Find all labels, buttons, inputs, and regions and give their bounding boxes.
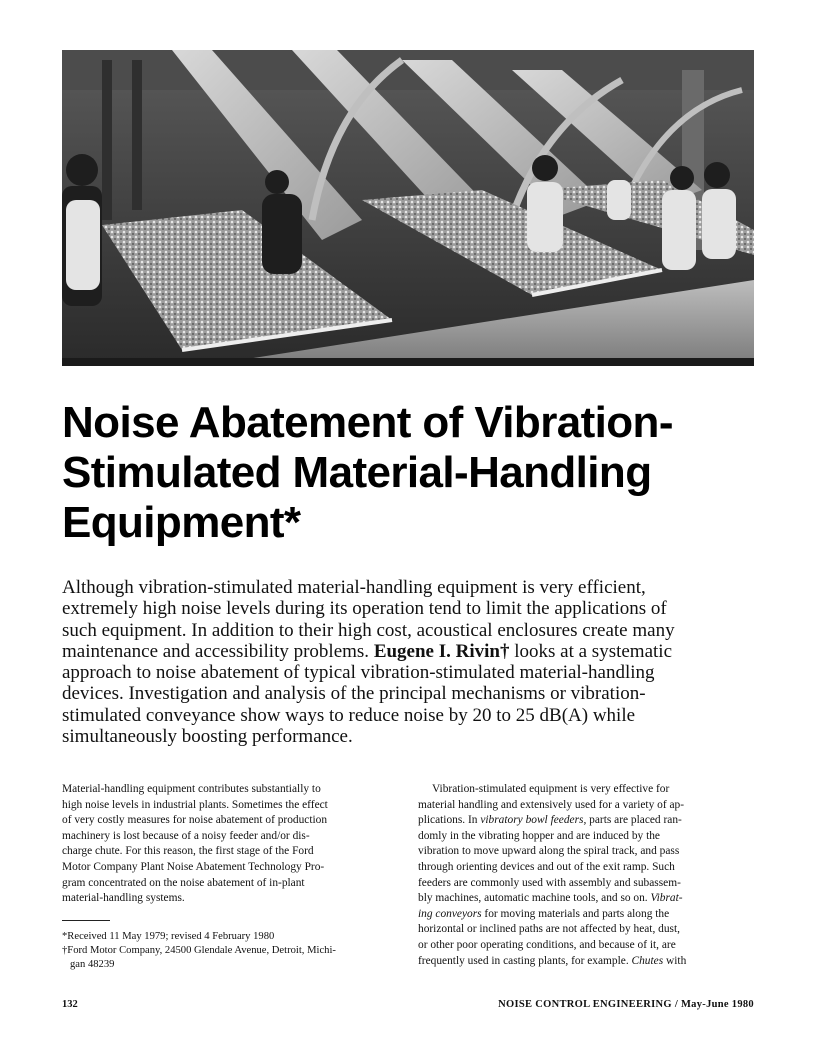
abstract-line: approach to noise abatement of typical vibration-stimulated material-handling xyxy=(62,662,655,684)
footnote-received: *Received 11 May 1979; revised 4 February 1980 xyxy=(62,931,275,942)
article-title xyxy=(62,398,762,548)
body-line: vibration to move upward along the spiral track, and pass xyxy=(418,845,680,858)
factory-photo-illustration xyxy=(62,50,754,366)
body-line xyxy=(418,954,755,970)
abstract-line xyxy=(62,641,762,662)
abstract-line: Although vibration-stimulated material-handling equipment is very efficient, xyxy=(62,577,646,598)
body-text: parts are placed ran- xyxy=(586,814,682,827)
right-column xyxy=(418,782,755,969)
body-line: gram concentrated on the noise abatement of in-plant xyxy=(62,876,305,889)
title-line-1: Noise Abatement of Vibration- xyxy=(62,398,673,447)
body-line: feeders are commonly used with assembly and subassem- xyxy=(418,876,681,889)
footnote-affiliation-cont: gan 48239 xyxy=(70,959,115,970)
abstract-line: extremely high noise levels during its operation tend to limit the applications of xyxy=(62,598,667,620)
body-line: machinery is lost because of a noisy feeder and/or dis- xyxy=(62,829,310,842)
left-column xyxy=(62,782,399,907)
body-line: through orienting devices and out of the exit ramp. Such xyxy=(418,860,675,873)
footnotes xyxy=(62,930,399,972)
body-emphasis: ing conveyors xyxy=(418,907,482,920)
abstract-text: maintenance and accessibility problems. xyxy=(62,640,374,662)
footnote-affiliation: †Ford Motor Company, 24500 Glendale Avenue, Detroit, Michi- xyxy=(62,945,336,956)
abstract-text: looks at a systematic xyxy=(509,640,673,662)
body-line: or other poor operating conditions, and because of it, are xyxy=(418,938,676,951)
body-emphasis: Vibrat- xyxy=(650,892,683,905)
abstract-line: simultaneously boosting performance. xyxy=(62,726,353,748)
footnote-divider xyxy=(62,920,110,921)
body-line: high noise levels in industrial plants. Sometimes the effect xyxy=(62,798,328,811)
body-line: of very costly measures for noise abatement of production xyxy=(62,814,328,827)
page-number: 132 xyxy=(62,999,78,1010)
body-line xyxy=(418,907,755,923)
abstract-line: such equipment. In addition to their high cost, acoustical enclosures create many xyxy=(62,619,675,641)
abstract-line: stimulated conveyance show ways to reduce noise by 20 to 25 dB(A) while xyxy=(62,704,636,726)
factory-photo xyxy=(62,50,754,366)
running-head: NOISE CONTROL ENGINEERING / May-June 1980 xyxy=(498,999,754,1010)
body-line: material-handling systems. xyxy=(62,892,185,905)
body-line: Material-handling equipment contributes substantially to xyxy=(62,783,321,795)
body-text: for moving materials and parts along the xyxy=(481,907,670,920)
body-line: horizontal or inclined paths are not affected by heat, dust, xyxy=(418,923,681,936)
abstract-line: devices. Investigation and analysis of the principal mechanisms or vibration- xyxy=(62,683,646,705)
body-text: plications. In xyxy=(418,814,481,827)
body-emphasis: vibratory bowl feeders, xyxy=(480,814,587,827)
body-text: with xyxy=(663,954,687,967)
body-line: Motor Company Plant Noise Abatement Technology Pro- xyxy=(62,860,325,873)
body-text: bly machines, automatic machine tools, and so on. xyxy=(418,892,651,905)
body-line xyxy=(418,891,755,907)
body-line: material handling and extensively used for a variety of ap- xyxy=(418,798,685,811)
title-line-3: Equipment* xyxy=(62,498,301,547)
title-line-2: Stimulated Material-Handling xyxy=(62,448,652,497)
abstract xyxy=(62,577,762,747)
body-line: charge chute. For this reason, the first stage of the Ford xyxy=(62,845,314,858)
body-line: domly in the vibrating hopper and are induced by the xyxy=(418,829,660,842)
body-emphasis: Chutes xyxy=(631,954,664,967)
author-name: Eugene I. Rivin† xyxy=(373,640,510,662)
body-line: Vibration-stimulated equipment is very effective for xyxy=(432,783,670,795)
body-text: frequently used in casting plants, for example. xyxy=(418,954,632,967)
body-line xyxy=(418,813,755,829)
